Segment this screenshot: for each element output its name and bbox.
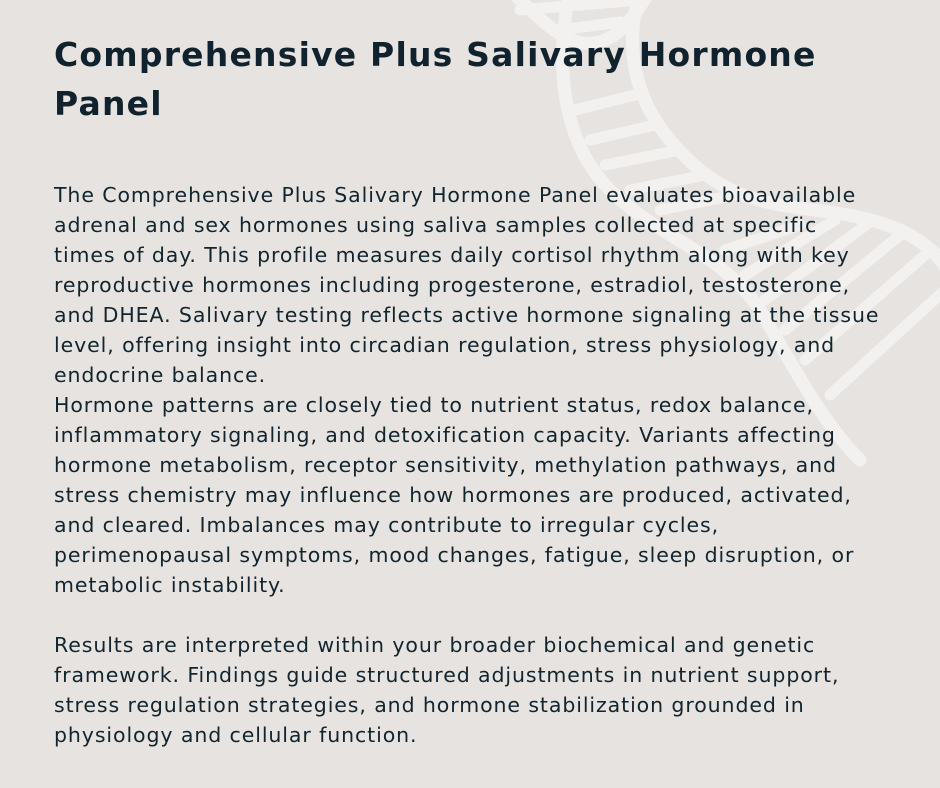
paragraph-results: Results are interpreted within your broader biochemical and genetic framework. Findings guide structured adjustments in nutrient support, stress regulation strategies, and hormone stabilization grounded in physiology and cellular function. bbox=[54, 633, 840, 747]
paragraph-hormone-patterns: Hormone patterns are closely tied to nutrient status, redox balance, inflammatory signaling, and detoxification capacity. Variants affecting hormone metabolism, receptor sensitivity, methylation pathways, and stress chemistry may influence how hormones are produced, activated, and cleared. Imbalances may contribute to irregular cycles, perimenopausal symptoms, mood changes, fatigue, sleep disruption, or metabolic instability. bbox=[54, 393, 855, 597]
content bbox=[54, 30, 884, 750]
page-title: Comprehensive Plus Salivary Hormone Panel bbox=[54, 35, 817, 123]
paragraph-overview: The Comprehensive Plus Salivary Hormone Panel evaluates bioavailable adrenal and sex hormones using saliva samples collected at specific times of day. This profile measures daily cortisol rhythm along with key reproductive hormones including progesterone, estradiol, testosterone, and DHEA. Salivary testing reflects active hormone signaling at the tissue level, offering insight into circadian regulation, stress physiology, and endocrine balance. bbox=[54, 183, 880, 387]
